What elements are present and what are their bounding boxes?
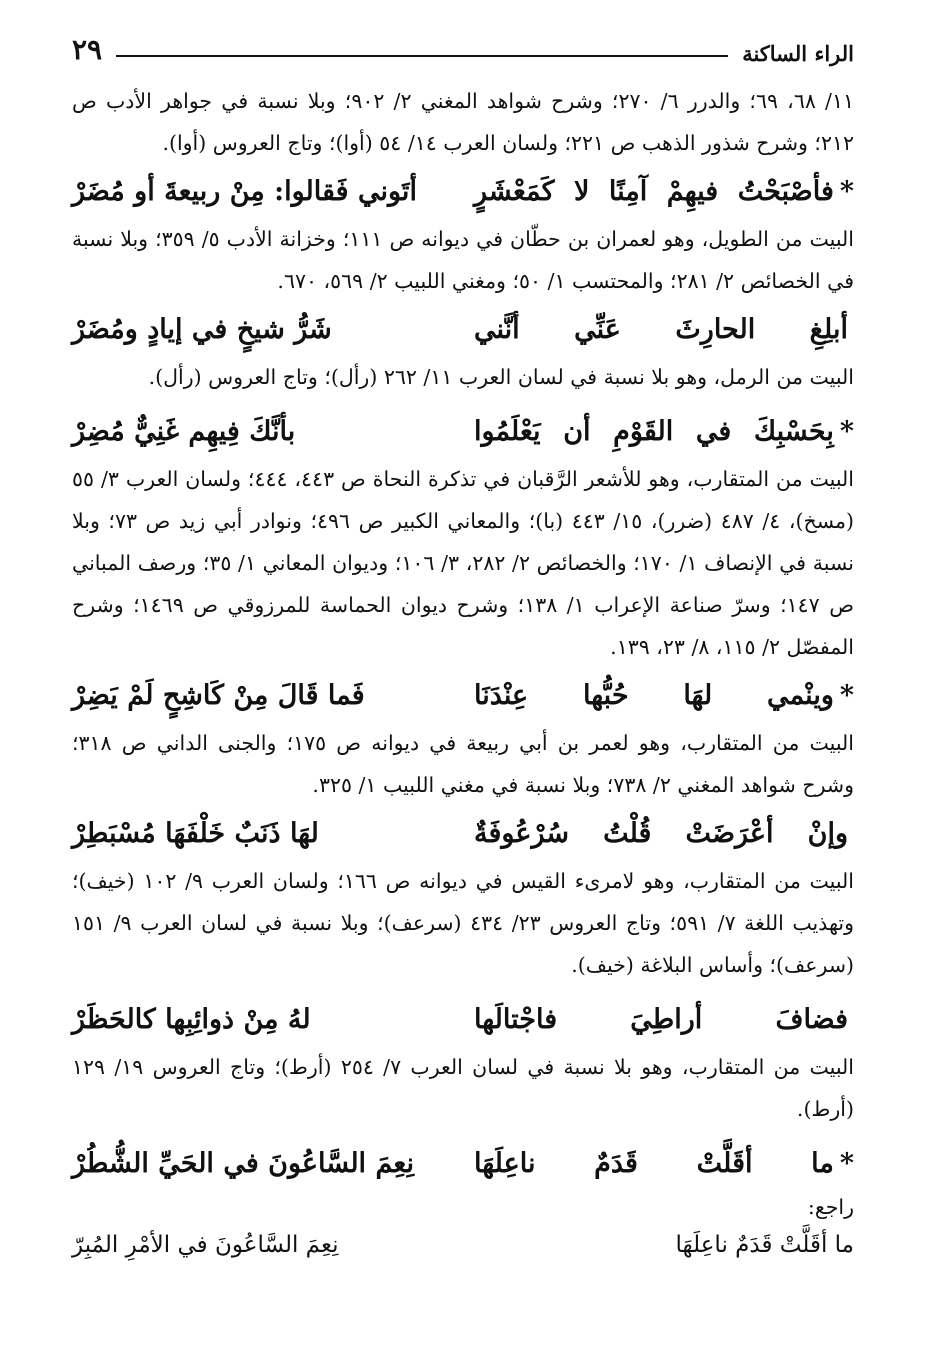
verse-note: البيت من المتقارب، وهو لعمر بن أبي ربيعة في ديوانه ص ١٧٥؛ والجنى الداني ص ٣١٨؛ وشرح شواهد المغني ٢/ ٧٣٨؛ وبلا نسبة في مغني اللبيب ١/ ٣٢٥. [72, 731, 854, 797]
chapter-title: الراء الساكنة [742, 41, 854, 66]
verse-first-hemistich: أبلِغِ الحارِثَ عَنِّي أنَّني [474, 314, 848, 345]
verse-line [72, 810, 854, 858]
see-verse-second-hemistich: نِعِمَ السَّاعُونَ في الأمْرِ المُبِرّ [72, 1232, 339, 1258]
verse-first-hemistich: فضافَ أراطِيَ فاجْتالَها [474, 1004, 848, 1035]
verse-first-hemistich: *ما أقَلَّتْ قَدَمٌ ناعِلَهَا [474, 1148, 854, 1179]
verse-note: البيت من المتقارب، وهو لامرىء القيس في ديوانه ص ١٦٦؛ ولسان العرب ٩/ ١٠٢ (خيف)؛ وتهذيب اللغة ٧/ ٥٩١؛ وتاج العروس ٢٣/ ٤٣٤ (سرعف)؛ وبلا نسبة في لسان العرب ٩/ ١٥١ (سرعف)؛ وأساس البلاغة (خيف). [72, 869, 854, 977]
verse-second-hemistich: بأنَّكَ فِيهِم غَنِيٌّ مُضِرْ [72, 416, 296, 447]
verse-note: البيت من المتقارب، وهو للأشعر الرَّقبان في تذكرة النحاة ص ٤٤٣، ٤٤٤؛ ولسان العرب ٣/ ٥٥ (مسخ)، ٤/ ٤٨٧ (ضرر)، ١٥/ ٤٤٣ (با)؛ والمعاني الكبير ص ٤٩٦؛ ونوادر أبي زيد ص ٧٣؛ وبلا نسبة في الإنصاف ١/ ١٧٠؛ والخصائص ٢/ ٢٨٢، ٣/ ١٠٦؛ وديوان المعاني ١/ ٣٥؛ ورصف المباني ص ١٤٧؛ وسرّ صناعة الإعراب ١/ ١٣٨؛ وشرح ديوان الحماسة للمرزوقي ص ١٤٦٩؛ وشرح المفصّل ٢/ ١١٥، ٨/ ٢٣، ١٣٩. [72, 467, 854, 659]
star-marker: * [839, 1148, 854, 1179]
verse-second-hemistich: نِعِمَ السَّاعُونَ في الحَيِّ الشُّطُرْ [72, 1148, 414, 1179]
verse-first-hemistich: وإنْ أعْرَضَتْ قُلْتُ سُرْعُوفَةٌ [474, 818, 848, 849]
verse-note: البيت من المتقارب، وهو بلا نسبة في لسان العرب ٧/ ٢٥٤ (أرط)؛ وتاج العروس ١٩/ ١٢٩ (أرط). [72, 1055, 854, 1121]
verse-line [72, 672, 854, 720]
running-header [72, 30, 854, 66]
verse-second-hemistich: شَرُّ شيخٍ في إيادٍ ومُضَرْ [72, 314, 332, 345]
header-rule [116, 55, 728, 57]
page-number: ٢٩ [72, 33, 103, 66]
verse-second-hemistich: فَما قَالَ مِنْ كَاشِحٍ لَمْ يَضِرْ [72, 680, 365, 711]
verse-line [72, 306, 854, 354]
verse-second-hemistich: لهُ مِنْ ذوائِبِها كالحَظَرْ [72, 1004, 311, 1035]
verse-note: البيت من الرمل، وهو بلا نسبة في لسان العرب ١١/ ٢٦٢ (رأل)؛ وتاج العروس (رأل). [148, 365, 854, 389]
verse-note: البيت من الطويل، وهو لعمران بن حطّان في ديوانه ص ١١١؛ وخزانة الأدب ٥/ ٣٥٩؛ وبلا نسبة في الخصائص ٢/ ٢٨١؛ والمحتسب ١/ ٥٠؛ ومغني اللبيب ٢/ ٥٦٩، ٦٧٠. [72, 227, 854, 293]
verse-line [72, 996, 854, 1044]
star-marker: * [839, 416, 854, 447]
page-body [72, 80, 854, 1266]
verse-second-hemistich: لهَا ذَنَبٌ خَلْفَهَا مُسْبَطِرْ [72, 818, 319, 849]
verse-first-hemistich: *وينْمي لهَا حُبُّها عِنْدَنَا [474, 680, 854, 711]
see-also-verse [72, 1224, 854, 1266]
see-also-label: راجع: [807, 1195, 854, 1219]
star-marker: * [839, 680, 854, 711]
verse-first-hemistich: *بِحَسْبِكَ في القَوْمِ أن يَعْلَمُوا [474, 416, 854, 447]
verse-first-hemistich: *فأصْبَحْتُ فيهِمْ آمِنًا لا كَمَعْشَرٍ [474, 176, 854, 207]
verse-line [72, 1140, 854, 1188]
verse-line [72, 168, 854, 216]
star-marker: * [839, 176, 854, 207]
verse-line [72, 408, 854, 456]
see-verse-first-hemistich: ما أقَلَّتْ قَدَمٌ ناعِلَهَا [675, 1232, 854, 1258]
verse-second-hemistich: أتَوني فَقالوا: مِنْ ربيعةَ أو مُضَرْ [72, 176, 417, 207]
intro-paragraph: ١١/ ٦٨، ٦٩؛ والدرر ٦/ ٢٧٠؛ وشرح شواهد المغني ٢/ ٩٠٢؛ وبلا نسبة في جواهر الأدب ص ٢١٢؛ وشرح شذور الذهب ص ٢٢١؛ ولسان العرب ١٤/ ٥٤ (أوا)؛ وتاج العروس (أوا). [72, 89, 854, 155]
